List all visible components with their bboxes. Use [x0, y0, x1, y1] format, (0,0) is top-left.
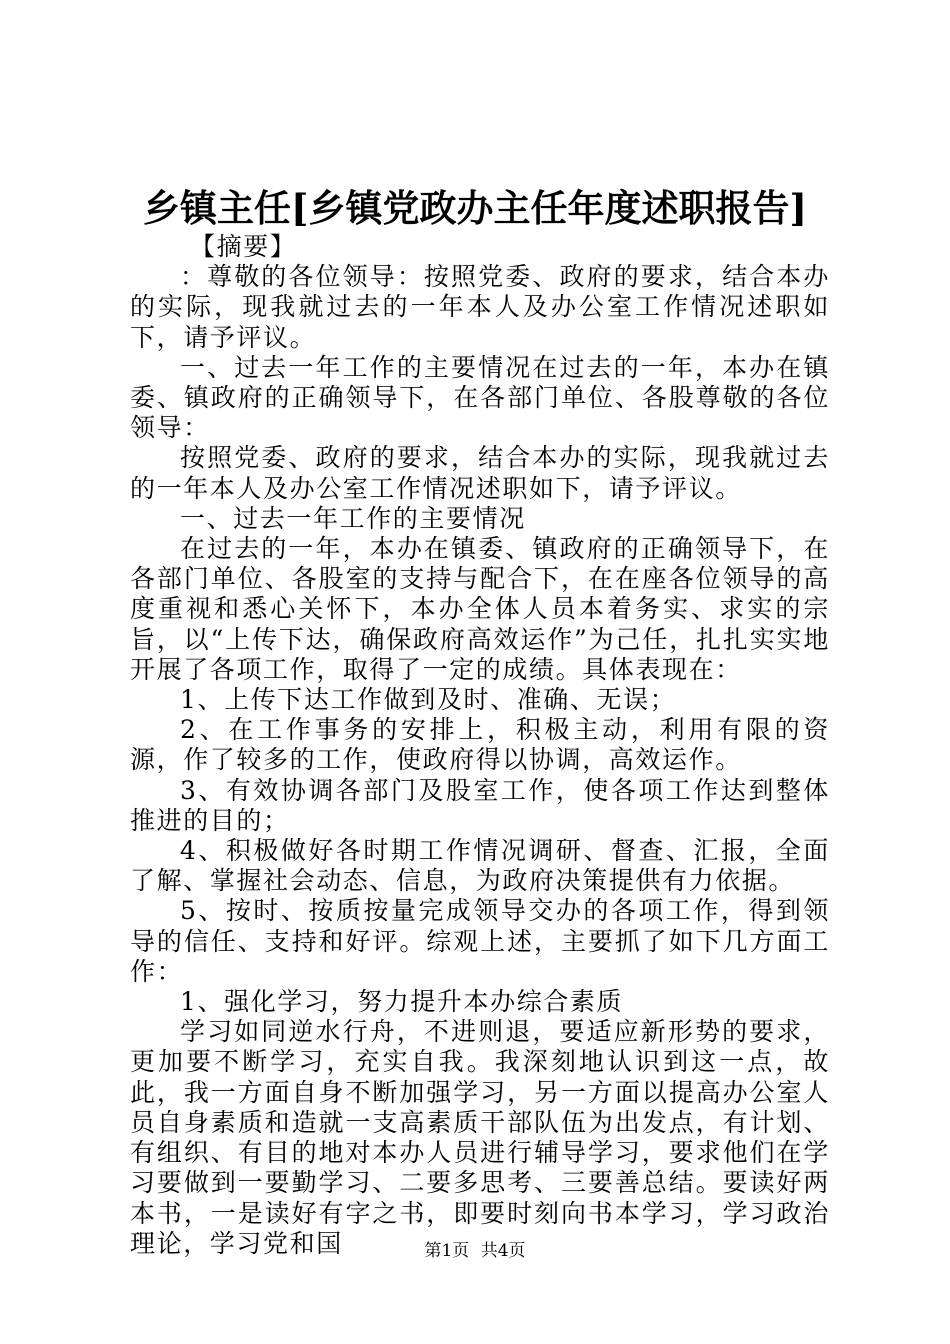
paragraph: 一、过去一年工作的主要情况 — [180, 503, 526, 533]
paragraph: 1、强化学习，努力提升本办综合素质 — [180, 987, 624, 1017]
document-title: 乡镇主任[乡镇党政办主任年度述职报告] — [142, 186, 807, 230]
paragraph: 5、按时、按质按量完成领导交办的各项工作，得到领导的信任、支持和好评。综观上述，主要抓了如下几方面工作： — [130, 896, 830, 986]
paragraph: 在过去的一年，本办在镇委、镇政府的正确领导下，在各部门单位、各股室的支持与配合下，在在座各位领导的高度重视和悉心关怀下，本办全体人员本着务实、求实的宗旨，以“上传下达，确保政府高效运作”为己任，扎扎实实地开展了各项工作，取得了一定的成绩。具体表现在： — [130, 534, 830, 684]
paragraph: 【摘要】 — [190, 232, 297, 261]
page-number: 第1页 — [424, 1241, 470, 1261]
paragraph: 2、在工作事务的安排上，积极主动，利用有限的资源，作了较多的工作，使政府得以协调，高效运作。 — [130, 715, 830, 775]
paragraph: 按照党委、政府的要求，结合本办的实际，现我就过去的一年本人及办公室工作情况述职如下，请予评议。 — [130, 443, 830, 503]
paragraph: 3、有效协调各部门及股室工作，使各项工作达到整体推进的目的； — [130, 775, 830, 835]
paragraph: 1、上传下达工作做到及时、准确、无误； — [180, 685, 677, 715]
page-total: 共4页 — [480, 1241, 526, 1261]
paragraph: 一、过去一年工作的主要情况在过去的一年，本办在镇委、镇政府的正确领导下，在各部门单位、各股尊敬的各位领导： — [130, 352, 830, 443]
paragraph: ：尊敬的各位领导：按照党委、政府的要求，结合本办的实际，现我就过去的一年本人及办公室工作情况述职如下，请予评议。 — [130, 262, 830, 352]
paragraph: 4、积极做好各时期工作情况调研、督查、汇报，全面了解、掌握社会动态、信息，为政府决策提供有力依据。 — [130, 836, 830, 896]
document-body — [130, 232, 830, 1259]
page-footer — [0, 1240, 950, 1262]
paragraph: 学习如同逆水行舟，不进则退，要适应新形势的要求，更加要不断学习，充实自我。我深刻地认识到这一点，故此，我一方面自身不断加强学习，另一方面以提高办公室人员自身素质和造就一支高素质干部队伍为出发点，有计划、有组织、有目的地对本办人员进行辅导学习，要求他们在学习要做到一要勤学习、二要多思考、三要善总结。要读好两本书，一是读好有字之书，即要时刻向书本学习，学习政治理论，学习党和国 — [130, 1017, 830, 1258]
